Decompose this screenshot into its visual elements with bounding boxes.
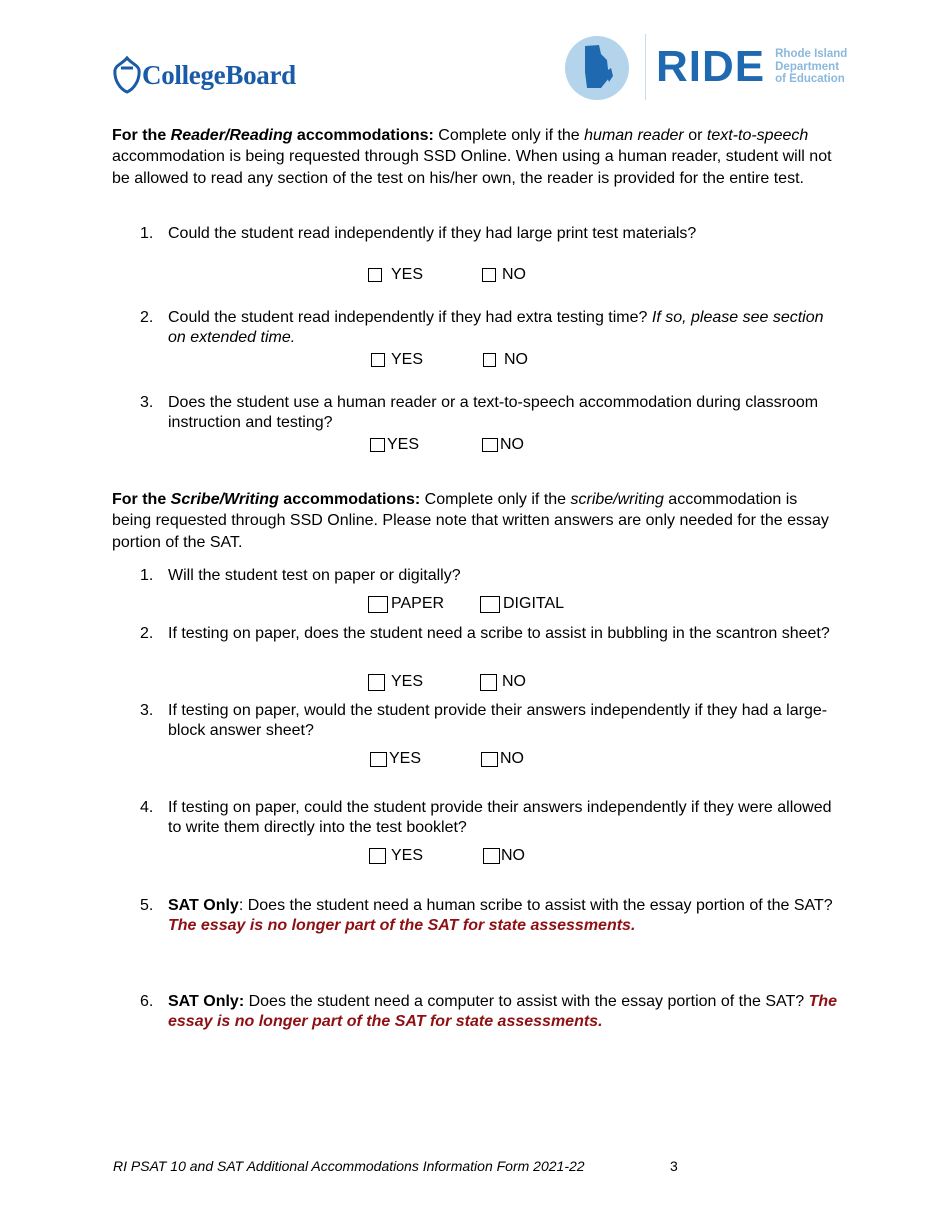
option-label: YES <box>387 436 420 453</box>
checkbox[interactable] <box>483 848 500 864</box>
reading-intro-text1: Complete only if the <box>433 127 585 144</box>
checkbox[interactable] <box>481 752 498 767</box>
ride-sub-line3: of Education <box>775 73 845 86</box>
ride-sub-line2: Department <box>775 60 840 73</box>
reading-q3-no-option[interactable] <box>482 436 524 454</box>
option-label: NO <box>500 436 524 453</box>
question-number: 2. <box>140 309 154 326</box>
question-number: 1. <box>140 225 154 242</box>
reading-q3-yes-option[interactable] <box>370 436 419 454</box>
writing-q3-no-option[interactable] <box>481 750 524 768</box>
option-label: PAPER <box>391 595 445 612</box>
writing-intro-label: accommodations: <box>278 491 421 508</box>
reading-intro-label: accommodations: <box>292 127 434 144</box>
rhode-island-map-icon <box>565 32 633 102</box>
reading-intro <box>112 125 837 189</box>
question-text: If testing on paper, could the student provide their answers independently if they were allowed to write them directly into the test booklet? <box>168 799 832 836</box>
question-number: 6. <box>140 993 154 1010</box>
sat-only-label: SAT Only: <box>168 993 245 1010</box>
reading-q1-no-option[interactable] <box>482 266 526 284</box>
question-text: If testing on paper, does the student need a scribe to assist in bubbling in the scantron sheet? <box>168 625 830 642</box>
reading-q2-yes-option[interactable] <box>371 351 423 369</box>
collegeboard-logo <box>112 56 296 94</box>
option-label: DIGITAL <box>503 595 565 612</box>
option-label: YES <box>391 847 424 864</box>
checkbox[interactable] <box>368 674 385 691</box>
writing-question-3 <box>140 701 840 741</box>
question-text: If testing on paper, would the student provide their answers independently if they had a large-block answer sheet? <box>168 702 828 739</box>
question-text-main: : Does the student need a human scribe to assist with the essay portion of the SAT? <box>238 897 833 914</box>
question-number: 1. <box>140 567 154 584</box>
writing-q1-digital-option[interactable] <box>480 595 564 613</box>
checkbox[interactable] <box>483 353 496 367</box>
question-number: 3. <box>140 702 154 719</box>
reading-intro-text2: or <box>683 127 707 144</box>
page-number: 3 <box>670 1158 678 1174</box>
writing-question-5 <box>140 896 840 936</box>
option-label: YES <box>391 673 424 690</box>
reading-intro-text3: accommodation is being requested through SSD Online. When using a human reader, student will not be allowed to read any section of the test on his/her own, the reader is provided for the entire test. <box>112 148 832 187</box>
collegeboard-wordmark: CollegeBoard <box>142 59 296 90</box>
acorn-icon <box>112 56 142 94</box>
reading-question-3 <box>140 393 840 433</box>
reading-intro-em2: text-to-speech <box>706 127 809 144</box>
writing-intro-prefix: For the <box>112 491 171 508</box>
ride-subtitle <box>775 48 847 86</box>
ride-wordmark: RIDE <box>656 42 766 91</box>
reading-question-2 <box>140 308 840 348</box>
writing-intro-italic: Scribe/Writing <box>170 491 279 508</box>
reading-q1-yes-option[interactable] <box>368 266 423 284</box>
question-text-main: Does the student need a computer to assist with the essay portion of the SAT? <box>244 993 809 1010</box>
writing-q4-no-option[interactable] <box>483 847 525 865</box>
option-label: YES <box>389 750 422 767</box>
writing-question-2 <box>140 624 840 644</box>
question-number: 4. <box>140 799 154 816</box>
question-number: 5. <box>140 897 154 914</box>
question-number: 2. <box>140 625 154 642</box>
checkbox[interactable] <box>480 674 497 691</box>
writing-intro-text1: Complete only if the <box>420 491 571 508</box>
question-text: Could the student read independently if they had large print test materials? <box>168 225 697 242</box>
reading-q2-no-option[interactable] <box>483 351 528 369</box>
writing-q2-no-option[interactable] <box>480 673 526 691</box>
logo-divider <box>645 34 646 100</box>
option-label: NO <box>500 750 524 767</box>
option-label: NO <box>501 847 525 864</box>
writing-intro <box>112 489 837 553</box>
question-text: Will the student test on paper or digitally? <box>168 567 461 584</box>
writing-q2-yes-option[interactable] <box>368 673 423 691</box>
reading-question-1 <box>140 224 840 244</box>
checkbox[interactable] <box>369 848 386 864</box>
question-text-main: Could the student read independently if they had extra testing time? <box>168 309 652 326</box>
checkbox[interactable] <box>368 596 388 613</box>
reading-intro-em1: human reader <box>584 127 684 144</box>
checkbox[interactable] <box>482 438 498 452</box>
question-text-italic: If so, please see section on extended time. <box>168 309 824 346</box>
option-label: YES <box>391 266 424 283</box>
checkbox[interactable] <box>368 268 382 282</box>
reading-intro-italic: Reader/Reading <box>170 127 293 144</box>
checkbox[interactable] <box>371 353 385 367</box>
ride-logo <box>565 32 847 102</box>
option-label: YES <box>391 351 424 368</box>
checkbox[interactable] <box>370 752 387 767</box>
writing-question-1 <box>140 566 840 586</box>
question-text <box>168 992 840 1032</box>
writing-question-4 <box>140 798 840 838</box>
option-label: NO <box>502 266 526 283</box>
question-text: Does the student use a human reader or a text-to-speech accommodation during classroom instruction and testing? <box>168 394 819 431</box>
question-number: 3. <box>140 394 154 411</box>
checkbox[interactable] <box>482 268 496 282</box>
question-text <box>168 896 840 936</box>
essay-removed-note: The essay is no longer part of the SAT for state assessments. <box>168 917 636 934</box>
checkbox[interactable] <box>480 596 500 613</box>
checkbox[interactable] <box>370 438 385 452</box>
writing-intro-em1: scribe/writing <box>570 491 664 508</box>
ride-sub-line1: Rhode Island <box>775 48 848 61</box>
writing-question-6 <box>140 992 840 1032</box>
option-label: NO <box>504 351 528 368</box>
writing-intro-text2: accommodation is being requested through SSD Online. Please note that written answers are only needed for the essay portion of the SAT. <box>112 491 829 551</box>
option-label: NO <box>502 673 526 690</box>
reading-intro-prefix: For the <box>112 127 171 144</box>
sat-only-label: SAT Only <box>168 897 239 914</box>
footer-title: RI PSAT 10 and SAT Additional Accommodations Information Form 2021-22 <box>113 1158 585 1174</box>
writing-q3-yes-option[interactable] <box>370 750 421 768</box>
essay-removed-note: The essay is no longer part of the SAT for state assessments. <box>168 993 838 1030</box>
writing-q1-paper-option[interactable] <box>368 595 444 613</box>
question-text <box>168 308 840 348</box>
writing-q4-yes-option[interactable] <box>369 847 423 865</box>
